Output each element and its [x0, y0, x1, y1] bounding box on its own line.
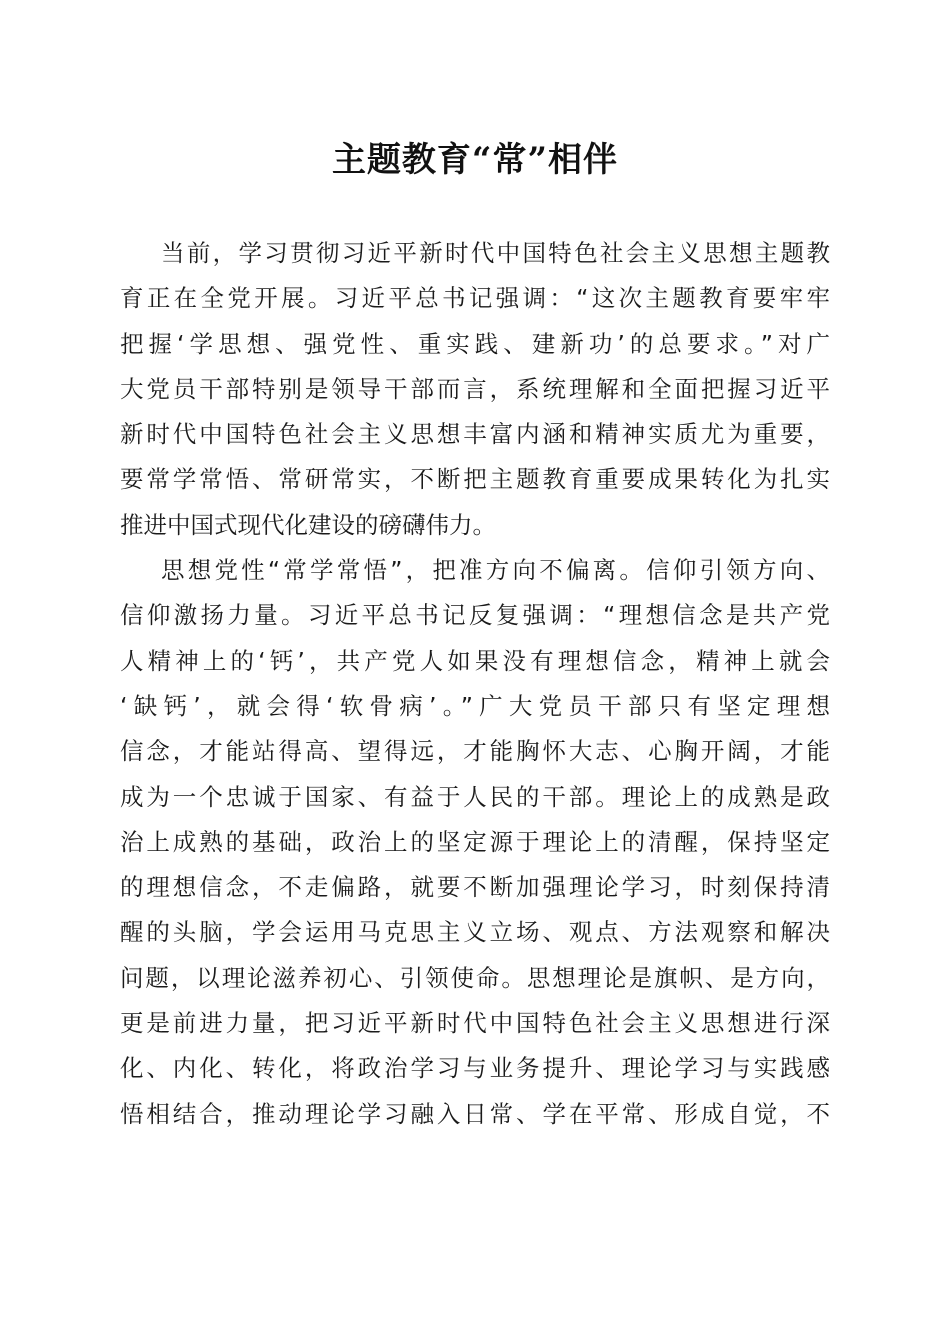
paragraph-line: 当前，学习贯彻习近平新时代中国特色社会主义思想主题教 [161, 239, 830, 267]
document-title: 主题教育“常”相伴 [331, 140, 619, 180]
paragraph-line: 的理想信念，不走偏路，就要不断加强理论学习，时刻保持清 [120, 873, 830, 902]
paragraph-line: 育正在全党开展。习近平总书记强调：“这次主题教育要牢牢 [120, 284, 830, 313]
paragraph-line: 治上成熟的基础，政治上的坚定源于理论上的清醒，保持坚定 [120, 827, 830, 856]
paragraph-line: 信仰激扬力量。习近平总书记反复强调：“理想信念是共产党 [120, 601, 830, 630]
paragraph-line: 大党员干部特别是领导干部而言，系统理解和全面把握习近平 [120, 374, 830, 403]
paragraph-line: 更是前进力量，把习近平新时代中国特色社会主义思想进行深 [120, 1009, 830, 1038]
paragraph-1 [120, 231, 830, 548]
document-body [120, 231, 830, 1137]
paragraph-line: 要常学常悟、常研常实，不断把主题教育重要成果转化为扎实 [120, 465, 830, 494]
paragraph-line: 化、内化、转化，将政治学习与业务提升、理论学习与实践感 [120, 1054, 830, 1083]
paragraph-line: 人精神上的‘钙’，共产党人如果没有理想信念，精神上就会 [120, 646, 830, 675]
paragraph-line: 信念，才能站得高、望得远，才能胸怀大志、心胸开阔，才能 [120, 737, 830, 766]
paragraph-line: 把握‘学思想、强党性、重实践、建新功’的总要求。”对广 [120, 329, 830, 358]
paragraph-line: 醒的头脑，学会运用马克思主义立场、观点、方法观察和解决 [120, 918, 830, 947]
paragraph-2 [120, 548, 830, 1137]
paragraph-line: ‘缺钙’，就会得‘软骨病’。”广大党员干部只有坚定理想 [120, 691, 830, 720]
paragraph-line: 推进中国式现代化建设的磅礴伟力。 [120, 510, 496, 539]
paragraph-line: 思想党性“常学常悟”，把准方向不偏离。信仰引领方向、 [161, 556, 830, 585]
paragraph-line: 悟相结合，推动理论学习融入日常、学在平常、形成自觉，不 [120, 1099, 830, 1128]
paragraph-line: 新时代中国特色社会主义思想丰富内涵和精神实质尤为重要， [120, 420, 830, 449]
paragraph-line: 成为一个忠诚于国家、有益于人民的干部。理论上的成熟是政 [120, 782, 830, 811]
paragraph-line: 问题，以理论滋养初心、引领使命。思想理论是旗帜、是方向， [120, 963, 830, 992]
